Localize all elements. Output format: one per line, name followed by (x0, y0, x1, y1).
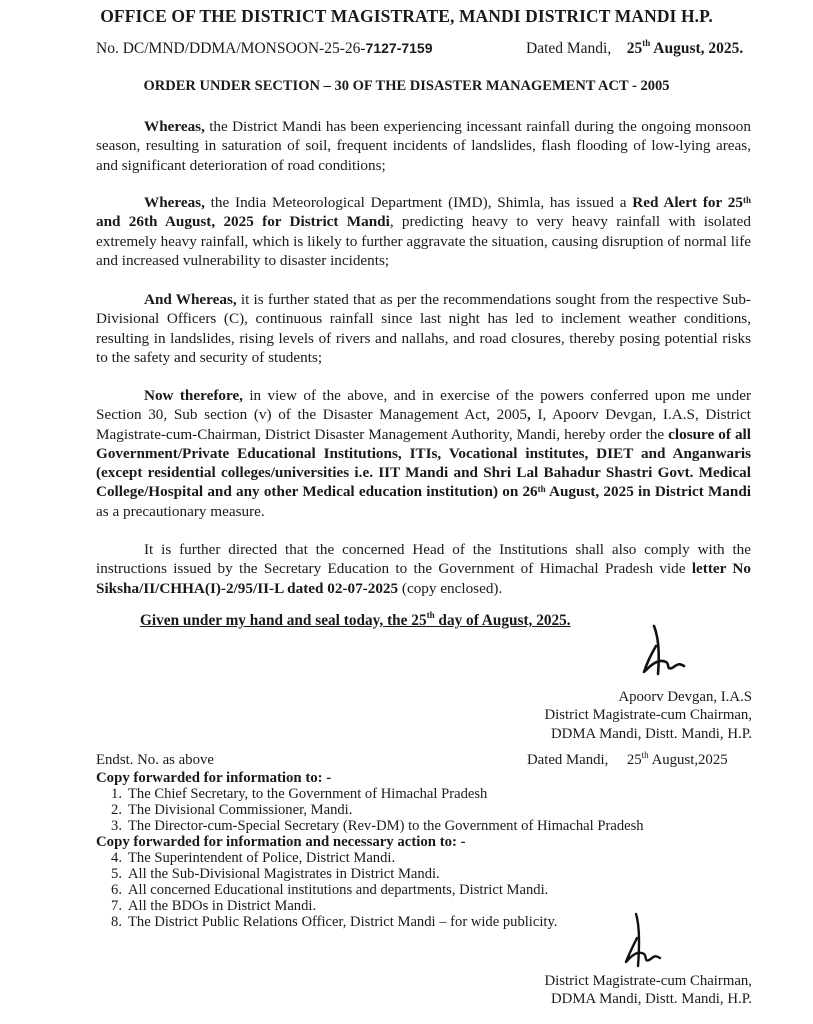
list-item: 2. The Divisional Commissioner, Mandi. (111, 802, 353, 818)
copy-action-heading: Copy forwarded for information and necessary action to: - (96, 834, 466, 850)
paragraph-3: And Whereas, it is further stated that as per the recommendations sought from the respective Sub-Divisional Officers (C), continuous rainfall since last night has led to inclement weather conditions, resulting in landslides, rising levels of rivers and nallahs, and road closures, thereby posing potential risks to the safety and security of students; (96, 291, 751, 366)
list-item: 3. The Director-cum-Special Secretary (Rev-DM) to the Government of Himachal Pradesh (111, 818, 644, 834)
endorsement-date: Dated Mandi, 25th August,2025 (527, 750, 728, 768)
copy-info-heading: Copy forwarded for information to: - (96, 770, 332, 786)
ref-number: 7127-7159 (365, 40, 433, 56)
handwritten-signature (636, 622, 716, 680)
paragraph-4: Now therefore, in view of the above, and in exercise of the powers conferred upon me under Section 30, Sub section (v) of the Disaster Management Act, 2005, I, Apoorv Devgan, I.A.S, District Magistrate-cum-Chairman, District Disaster Management Authority, Mandi, hereby order the closure of all Government/Private Educational Institutions, ITIs, Vocational institutes, DIET and Anganwaris (except residential colleges/universities i.e. IIT Mandi and Shri Lal Bahadur Shastri Govt. Medical College/Hospital and any other Medical education institution) on 26th August, 2025 in District Mandi as a precautionary measure. (96, 387, 751, 520)
paragraph-2: Whereas, the India Meteorological Department (IMD), Shimla, has issued a Red Alert for 25th and 26th August, 2025 for District Mandi, predicting heavy to very heavy rainfall with isolated extremely heavy rainfall, which is likely to further aggravate the situation, causing disruption of normal life and increased vulnerability to disaster incidents; (96, 194, 751, 269)
list-item: 7. All the BDOs in District Mandi. (111, 898, 317, 914)
signatory-name: Apoorv Devgan, I.A.S (618, 689, 752, 705)
list-item: 6. All concerned Educational institutions and departments, District Mandi. (111, 882, 549, 898)
list-item: 5. All the Sub-Divisional Magistrates in District Mandi. (111, 866, 440, 882)
paragraph-5: It is further directed that the concerned Head of the Institutions shall also comply with the instructions issued by the Secretary Education to the Government of Himachal Pradesh vide letter No Siksha/II/CHHA(I)-2/95/II-L dated 02-07-2025 (copy enclosed). (96, 541, 751, 597)
signatory-office: DDMA Mandi, Distt. Mandi, H.P. (550, 725, 752, 742)
list-item: 8. The District Public Relations Officer, District Mandi – for wide publicity. (111, 914, 558, 930)
endorsement-number: Endst. No. as above (96, 752, 214, 768)
list-item: 1. The Chief Secretary, to the Government of Himachal Pradesh (111, 786, 488, 802)
given-under-hand-line: Given under my hand and seal today, the 25th day of August, 2025. (140, 610, 571, 629)
ref-prefix: No. DC/MND/DDMA/MONSOON-25-26- (96, 40, 366, 57)
signatory-block (490, 688, 752, 743)
closing-office: DDMA Mandi, Distt. Mandi, H.P. (550, 991, 752, 1008)
handwritten-signature-2 (620, 912, 670, 970)
order-title: ORDER UNDER SECTION – 30 OF THE DISASTER MANAGEMENT ACT - 2005 (143, 78, 670, 94)
paragraph-1: Whereas, the District Mandi has been experiencing incessant rainfall during the ongoing monsoon season, resulting in saturation of soil, frequent incidents of landslides, flash flooding of low-lying areas, and significant deterioration of road conditions; (96, 118, 751, 174)
signatory-designation: District Magistrate-cum Chairman, (544, 707, 752, 724)
office-title: OFFICE OF THE DISTRICT MAGISTRATE, MANDI DISTRICT MANDI H.P. (100, 6, 713, 26)
closing-signatory-block (490, 972, 752, 1009)
reference-line (96, 40, 756, 58)
list-item: 4. The Superintendent of Police, District Mandi. (111, 850, 396, 866)
closing-designation: District Magistrate-cum Chairman, (544, 973, 752, 989)
header-date: Dated Mandi, 25th August, 2025. (526, 38, 744, 57)
